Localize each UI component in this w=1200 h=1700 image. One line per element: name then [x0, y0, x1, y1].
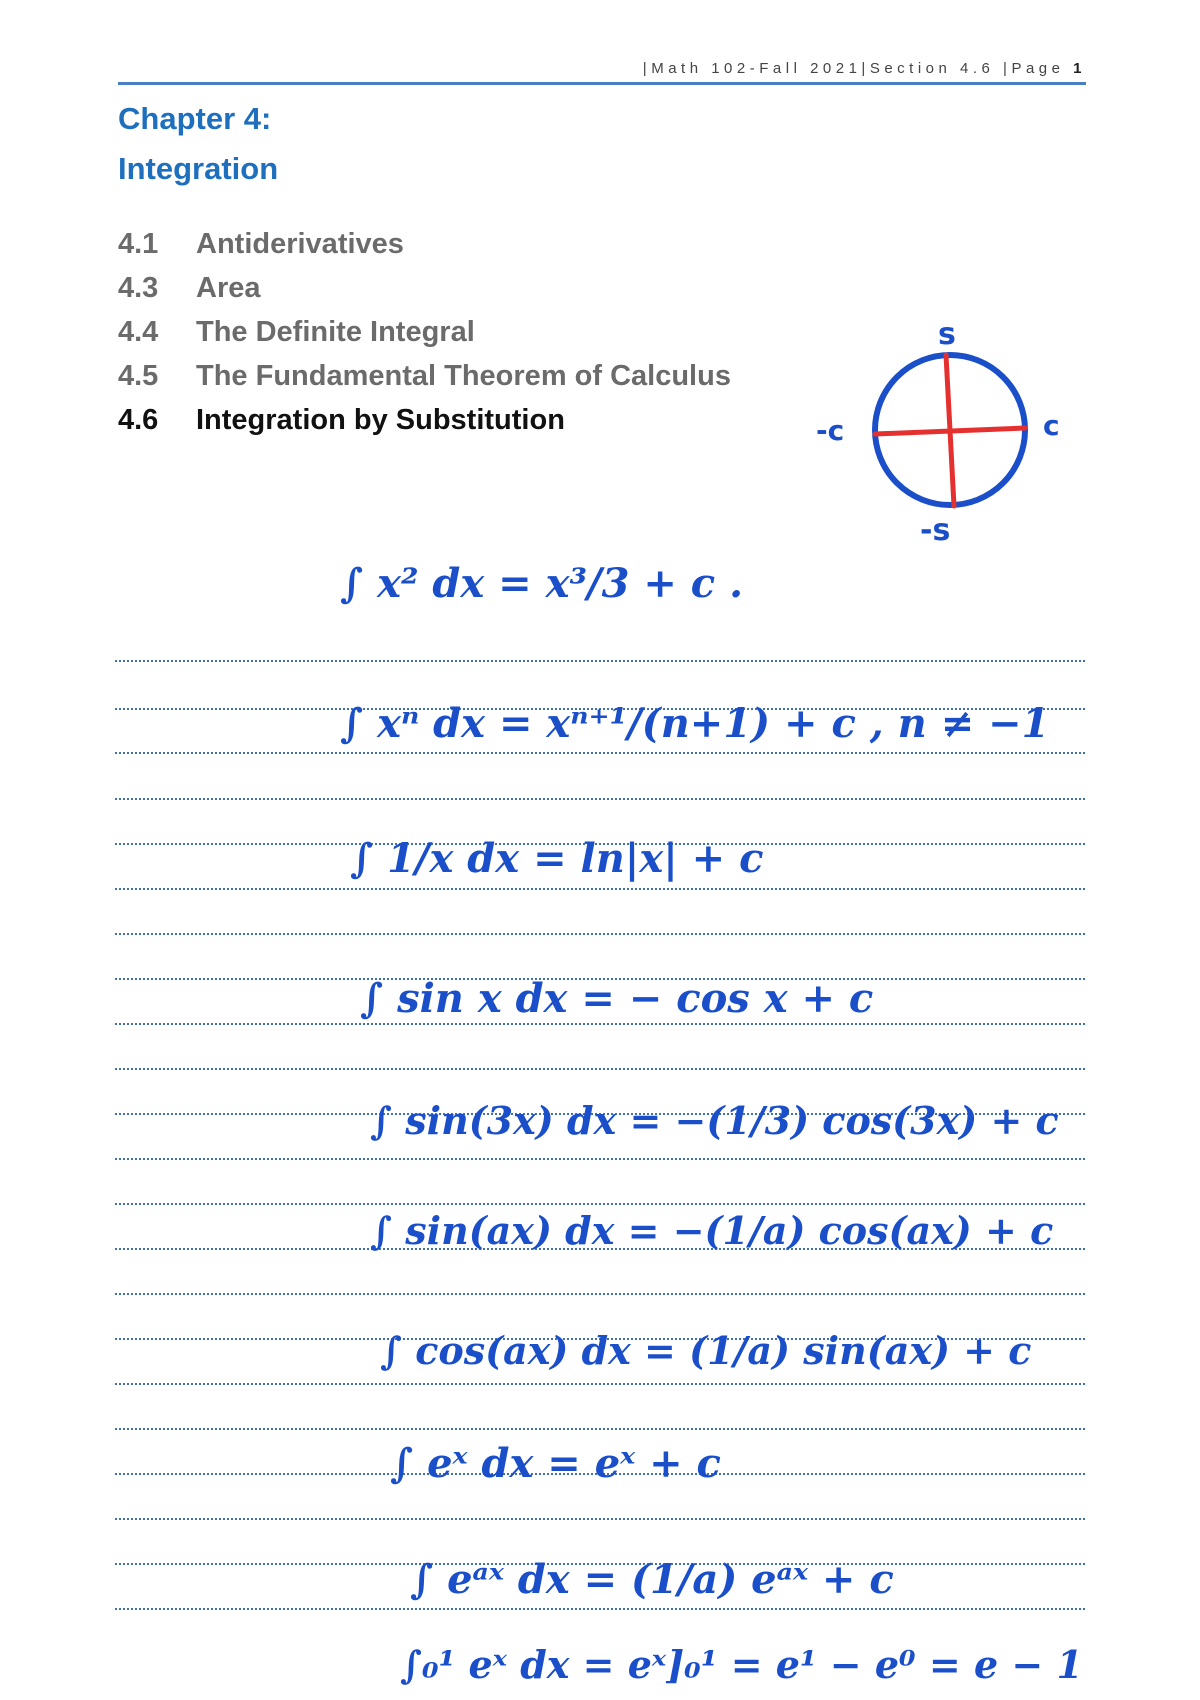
- page-number: 1: [1073, 60, 1086, 77]
- rule-line: [115, 752, 1085, 754]
- chapter-title: Integration: [118, 151, 279, 186]
- section-title: The Fundamental Theorem of Calculus: [196, 360, 731, 392]
- formula-sin-ax: ∫ sin(ax) dx = −(1/a) cos(ax) + c: [370, 1208, 1054, 1253]
- formula-definite-e-x: ∫₀¹ eˣ dx = eˣ]₀¹ = e¹ − e⁰ = e − 1: [400, 1642, 1083, 1687]
- formula-power-rule: ∫ xⁿ dx = xⁿ⁺¹/(n+1) + c , n ≠ −1: [340, 700, 1050, 747]
- section-title: The Definite Integral: [196, 316, 475, 348]
- section-number: 4.3: [118, 272, 159, 304]
- label-minus-s: -s: [920, 513, 951, 548]
- formula-sin-3x: ∫ sin(3x) dx = −(1/3) cos(3x) + c: [370, 1098, 1059, 1143]
- section-title: Antiderivatives: [196, 228, 404, 260]
- rule-line: [115, 1608, 1085, 1610]
- rule-line: [115, 1158, 1085, 1160]
- rule-line: [115, 1068, 1085, 1070]
- section-title: Area: [196, 272, 261, 304]
- rule-line: [115, 1293, 1085, 1295]
- section-title: Integration by Substitution: [196, 404, 565, 436]
- formula-sin-x: ∫ sin x dx = − cos x + c: [360, 975, 874, 1022]
- formula-x-squared: ∫ x² dx = x³/3 + c .: [340, 560, 743, 607]
- rule-line: [115, 798, 1085, 800]
- chapter-label: Chapter 4:: [118, 101, 272, 136]
- formula-e-x: ∫ eˣ dx = eˣ + c: [390, 1440, 721, 1487]
- rule-line: [115, 1428, 1085, 1430]
- formula-cos-ax: ∫ cos(ax) dx = (1/a) sin(ax) + c: [380, 1328, 1032, 1373]
- formula-e-ax: ∫ eᵃˣ dx = (1/a) eᵃˣ + c: [410, 1556, 894, 1603]
- header-text: |Math 102-Fall 2021|Section 4.6 |Page: [642, 60, 1065, 77]
- rule-line: [115, 1203, 1085, 1205]
- rule-line: [115, 1518, 1085, 1520]
- rule-line: [115, 933, 1085, 935]
- rule-line: [115, 1023, 1085, 1025]
- rule-line: [115, 660, 1085, 662]
- rule-line: [115, 888, 1085, 890]
- label-c: c: [1043, 409, 1060, 442]
- section-number: 4.6: [118, 404, 159, 436]
- label-s: s: [938, 317, 956, 352]
- formula-one-over-x: ∫ 1/x dx = ln|x| + c: [350, 835, 764, 882]
- section-number: 4.5: [118, 360, 159, 392]
- section-number: 4.1: [118, 228, 159, 260]
- label-minus-c: -c: [816, 414, 845, 447]
- section-number: 4.4: [118, 316, 159, 348]
- rule-line: [115, 1383, 1085, 1385]
